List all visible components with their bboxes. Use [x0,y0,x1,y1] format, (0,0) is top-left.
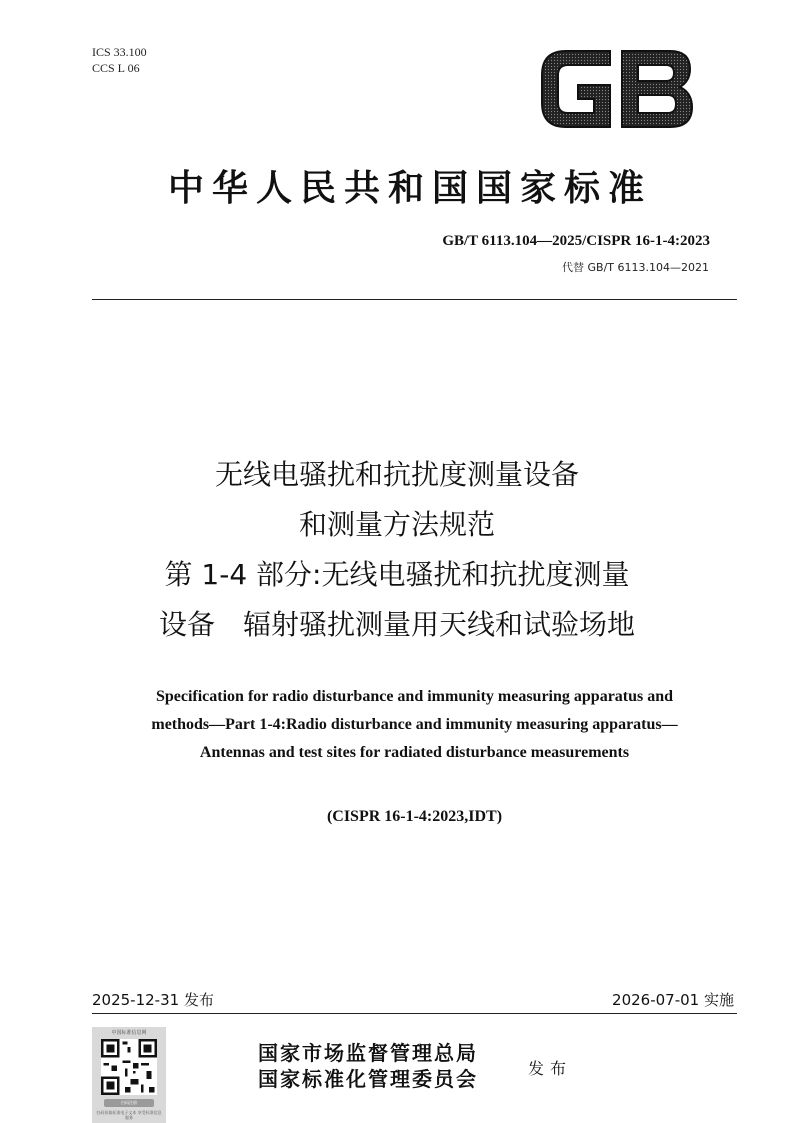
chinese-title-line: 和测量方法规范 [298,508,495,541]
standard-number: GB/T 6113.104—2025/CISPR 16-1-4:2023 [442,233,710,249]
implementation-date: 2026-07-01 实施 [612,991,734,1009]
english-title-line: methods—Part 1-4:Radio disturbance and immunity measuring apparatus— [151,716,678,733]
chinese-title-line: 设备 辐射骚扰测量用天线和试验场地 [158,608,635,641]
qr-register-button[interactable]: 扫码注册 [104,1099,154,1107]
header-divider [92,299,737,300]
ccs-code: CCS L 06 [92,61,140,75]
ics-code: ICS 33.100 [92,45,147,59]
qr-code-panel[interactable] [92,1027,166,1123]
issuer-line: 国家市场监督管理总局 [258,1041,478,1065]
chinese-title-line: 第 1-4 部分:无线电骚扰和抗扰度测量 [164,558,630,591]
issue-action: 发布 [528,1059,573,1078]
english-title [92,683,737,767]
qr-note: 扫码获取标准电子文本 享受标准信息服务 [96,1110,162,1120]
chinese-title [70,450,724,650]
classification-codes [92,44,147,76]
chinese-title-line: 无线电骚扰和抗扰度测量设备 [214,458,579,491]
issuing-authorities [258,1040,478,1092]
national-standard-title: 中华人民共和国国家标准 [167,167,652,209]
english-title-line: Specification for radio disturbance and immunity measuring apparatus and [155,688,674,705]
identity-note: (CISPR 16-1-4:2023,IDT) [326,808,503,825]
issuer-line: 国家标准化管理委员会 [258,1067,478,1091]
gb-logo [538,47,694,131]
qr-code-icon [101,1039,157,1095]
footer-divider [92,1013,737,1014]
english-title-line: Antennas and test sites for radiated disturbance measurements [199,744,630,761]
replaces-note: 代替 GB/T 6113.104—2021 [562,261,709,274]
issue-date: 2025-12-31 发布 [92,991,214,1009]
qr-top-label: 中国标准信息网 [111,1030,147,1036]
